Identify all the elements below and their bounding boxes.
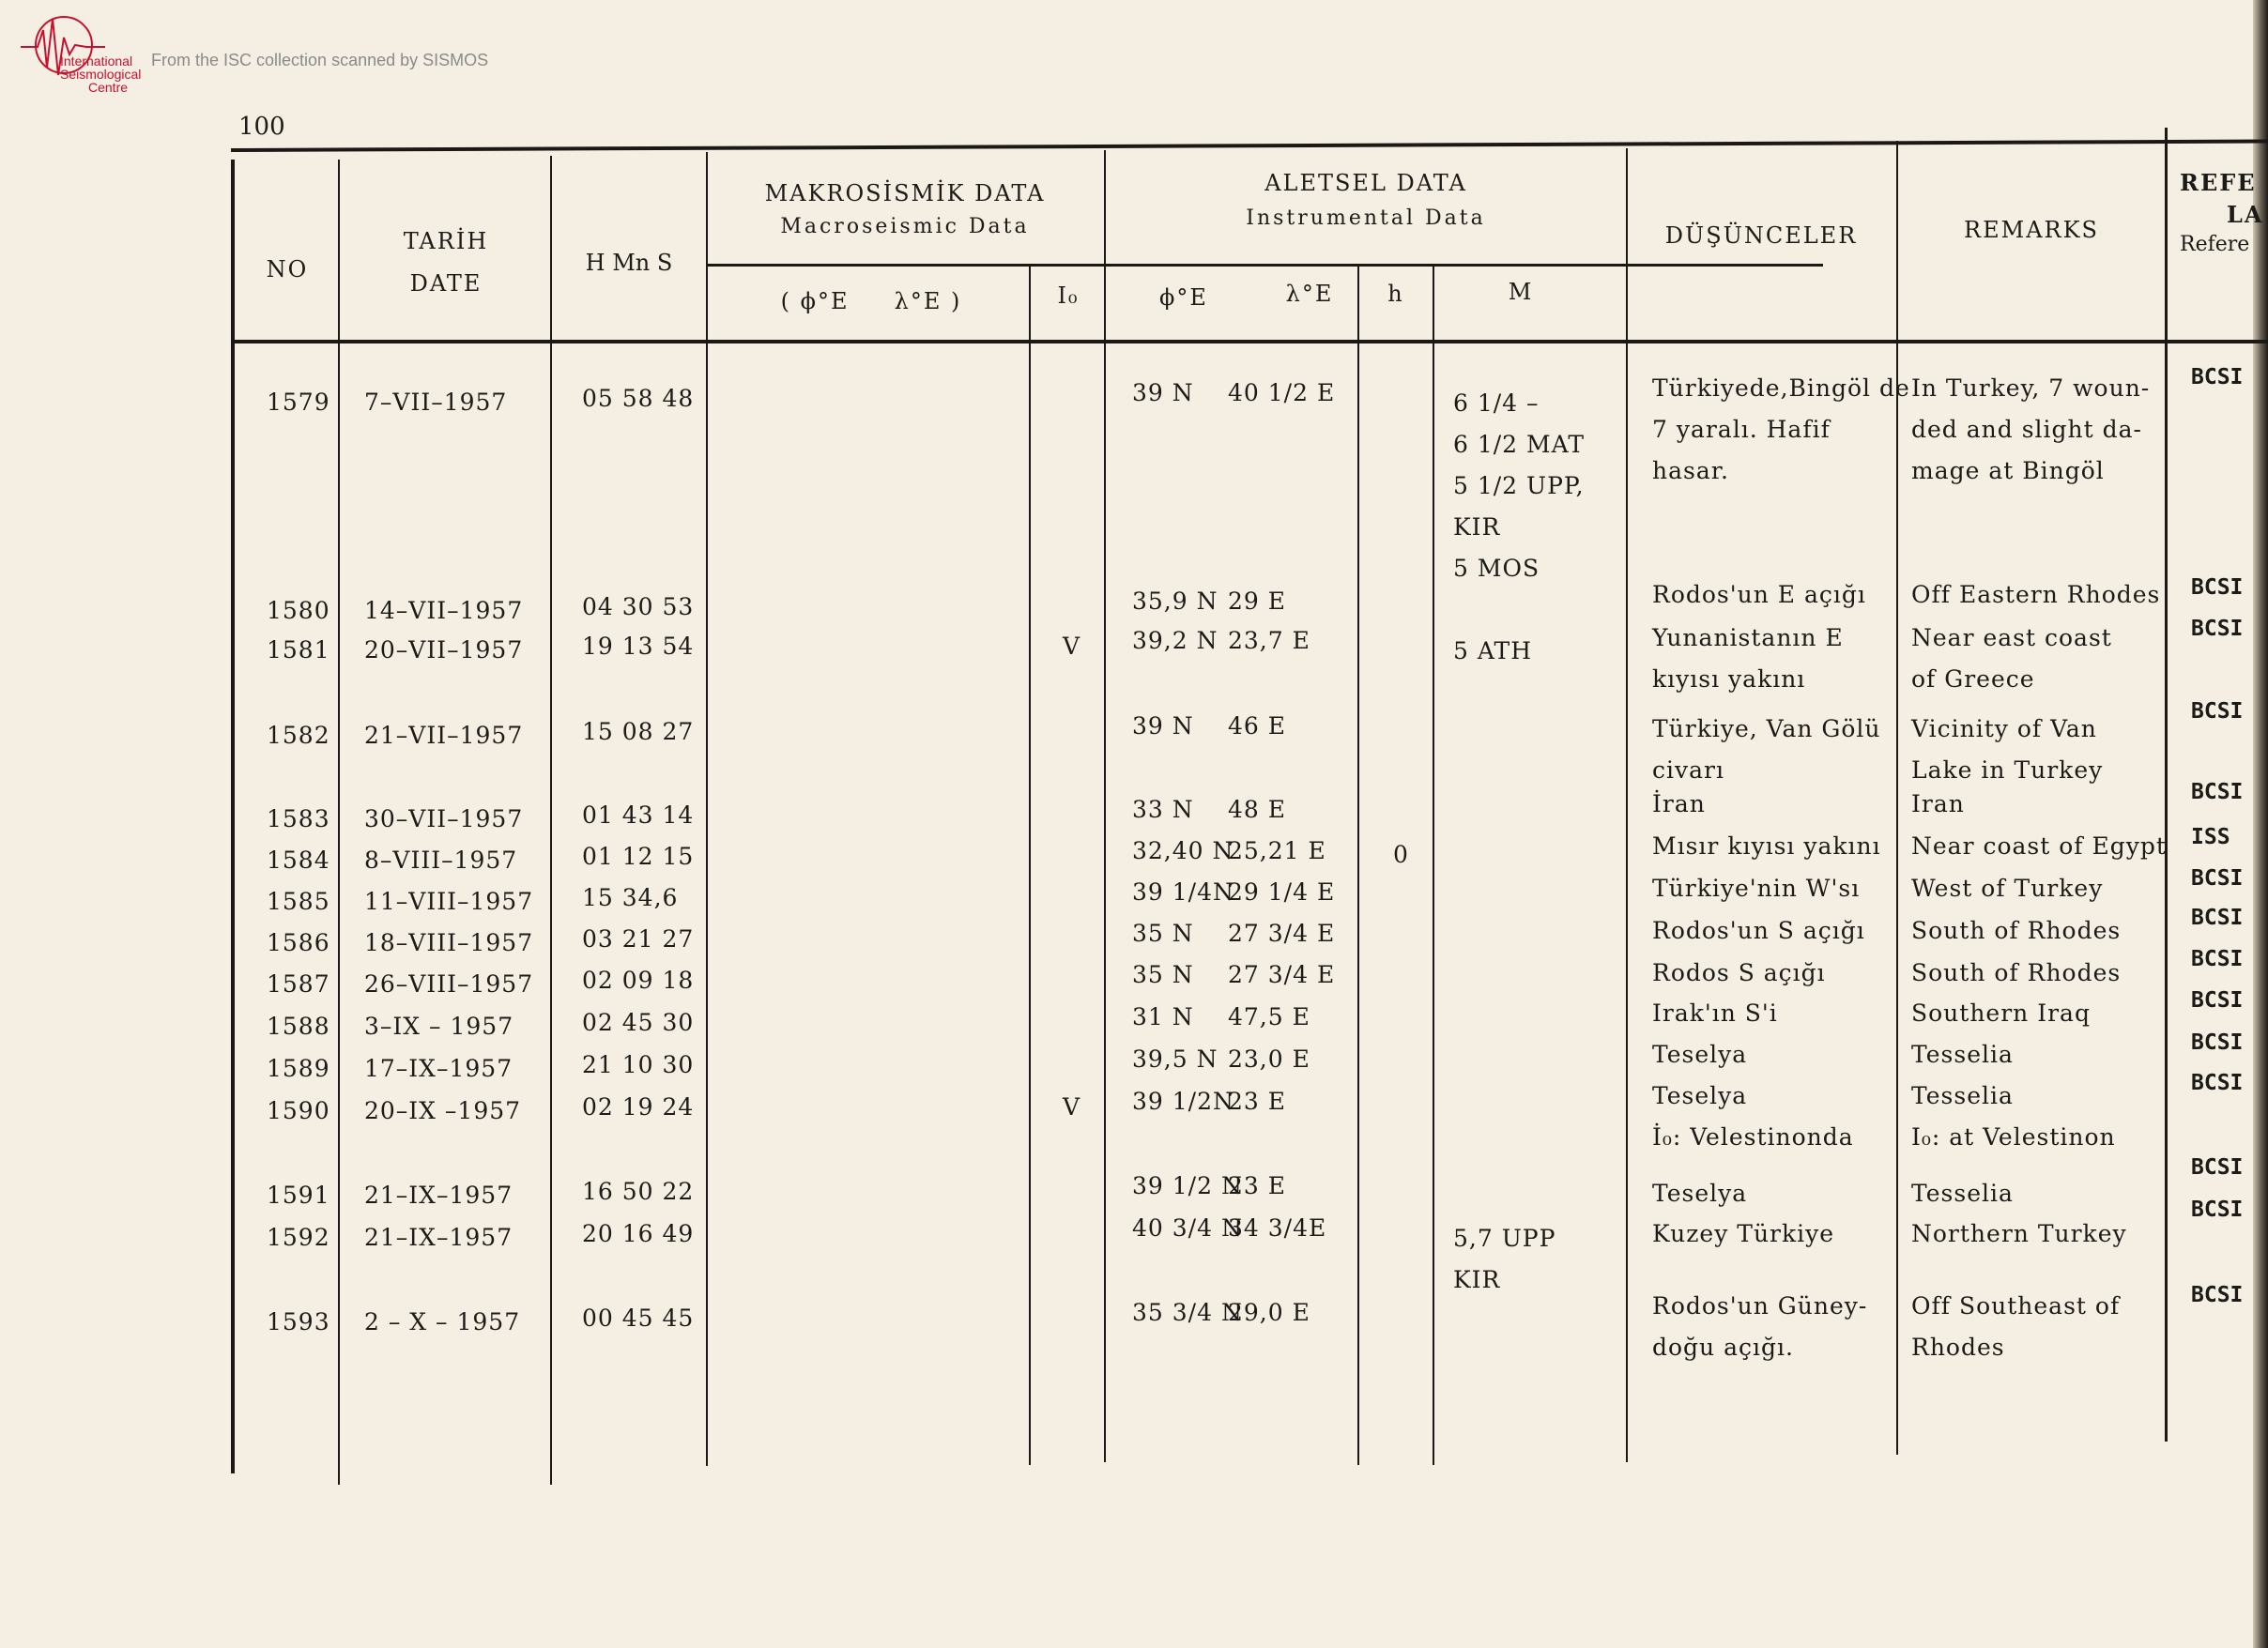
table-row-remarks-line: Tesselia — [1911, 1082, 2014, 1109]
table-row-time: 16 50 22 — [582, 1178, 695, 1205]
table-row-remarks-line: Near east coast — [1911, 624, 2112, 651]
table-row-dusunceler-line: kıyısı yakını — [1652, 665, 1806, 693]
table-row-remarks — [1911, 1076, 2116, 1158]
table-row-time: 01 12 15 — [582, 843, 695, 870]
table-row-io: V — [1063, 1093, 1081, 1121]
page-number: 100 — [238, 113, 285, 141]
table-row-date: 7–VII–1957 — [364, 389, 508, 416]
table-row-remarks — [1911, 368, 2150, 492]
table-row-date: 21–IX–1957 — [364, 1182, 513, 1209]
header-m: M — [1508, 279, 1534, 305]
table-row-date: 8–VIII–1957 — [364, 847, 518, 874]
header-h: h — [1387, 281, 1404, 307]
table-row-date: 11–VIII–1957 — [364, 888, 534, 915]
table-row-lat: 40 3/4 N — [1132, 1214, 1243, 1242]
table-row-remarks — [1911, 618, 2112, 700]
scan-credit: From the ISC collection scanned by SISMOS — [151, 51, 489, 69]
table-row-time: 02 09 18 — [582, 967, 695, 994]
table-row-magnitude — [1453, 631, 1532, 672]
header-makro-tr: MAKROSİSMİK DATA — [764, 180, 1046, 206]
table-row-remarks — [1911, 1213, 2127, 1255]
table-row-dusunceler — [1652, 618, 1844, 700]
table-row-dusunceler — [1652, 784, 1706, 825]
table-row-io: V — [1063, 633, 1081, 660]
table-row-remarks-line: Iran — [1911, 790, 1965, 817]
table-row-lat: 35,9 N — [1132, 587, 1218, 615]
table-row-time: 20 16 49 — [582, 1220, 695, 1247]
table-row-no: 1581 — [267, 636, 330, 664]
table-row-date: 20–VII–1957 — [364, 636, 524, 664]
table-row-remarks-line: Tesselia — [1911, 1180, 2014, 1207]
header-dusunceler: DÜŞÜNCELER — [1664, 222, 1858, 249]
col-rule-h — [1433, 264, 1434, 1465]
table-row-lat: 39,2 N — [1132, 627, 1218, 654]
table-row-no: 1582 — [267, 722, 330, 749]
table-row-dusunceler — [1652, 368, 1910, 492]
table-row-dusunceler — [1652, 1173, 1747, 1214]
table-row-ref: BCSI — [2191, 617, 2244, 641]
table-row-magnitude-line: KIR — [1453, 1266, 1501, 1293]
table-row-remarks-line: Rhodes — [1911, 1334, 2005, 1361]
table-row-dusunceler-line: Teselya — [1652, 1041, 1748, 1068]
col-rule-io — [1104, 150, 1106, 1462]
table-row-no: 1585 — [267, 888, 330, 915]
table-row-dusunceler-line: Yunanistanın E — [1652, 624, 1844, 651]
table-row-remarks-line: mage at Bingöl — [1911, 457, 2105, 484]
table-row-ref: BCSI — [2191, 988, 2244, 1013]
col-rule-left — [231, 160, 235, 1473]
table-row-no: 1589 — [267, 1055, 330, 1082]
table-row-remarks — [1911, 574, 2160, 616]
table-row-dusunceler-line: hasar. — [1652, 457, 1729, 484]
table-row-lon: 48 E — [1228, 796, 1287, 823]
table-row-lon: 47,5 E — [1228, 1003, 1310, 1030]
table-row-date: 18–VIII–1957 — [364, 929, 534, 956]
header-bottom-rule — [233, 340, 2268, 343]
table-row-dusunceler-line: Rodos'un Güney- — [1652, 1292, 1868, 1320]
table-row-no: 1580 — [267, 597, 330, 624]
table-row-dusunceler-line: Rodos'un S açığı — [1652, 917, 1865, 944]
table-row-dusunceler — [1652, 993, 1778, 1034]
table-row-dusunceler-line: İran — [1652, 790, 1706, 817]
table-row-time: 21 10 30 — [582, 1051, 695, 1078]
table-row-remarks — [1911, 1173, 2014, 1214]
table-row-remarks-line: Off Eastern Rhodes — [1911, 581, 2161, 608]
table-row-remarks — [1911, 868, 2103, 909]
col-rule-lon — [1357, 264, 1359, 1465]
table-row-date: 30–VII–1957 — [364, 805, 524, 832]
table-row-ref: BCSI — [2191, 365, 2244, 389]
table-row-remarks — [1911, 993, 2091, 1034]
header-tarih: TARİH — [403, 228, 489, 254]
table-row-remarks — [1911, 784, 1965, 825]
header-makro-en: Macroseismic Data — [780, 215, 1030, 238]
table-row-remarks-line: Southern Iraq — [1911, 999, 2091, 1027]
table-row-no: 1587 — [267, 970, 330, 998]
table-row-magnitude-line: 5 ATH — [1453, 637, 1533, 664]
header-aletsel-tr: ALETSEL DATA — [1264, 170, 1467, 196]
table-row-no: 1591 — [267, 1182, 330, 1209]
table-row-lat: 32,40 N — [1132, 837, 1234, 864]
table-row-lon: 46 E — [1228, 712, 1287, 740]
table-row-lon: 34 3/4E — [1228, 1214, 1327, 1242]
header-makro-coords: ( ϕ°E λ°E ) — [780, 288, 962, 314]
table-row-dusunceler-line: Türkiyede,Bingöl de — [1652, 374, 1910, 402]
table-row-date: 21–IX–1957 — [364, 1224, 513, 1251]
table-row-magnitude-line: 6 1/4 – — [1453, 389, 1540, 417]
table-row-no: 1593 — [267, 1308, 330, 1335]
table-row-dusunceler — [1652, 1076, 1854, 1158]
header-date: DATE — [409, 270, 483, 297]
table-row-remarks-line: South of Rhodes — [1911, 917, 2122, 944]
col-rule-dusunceler — [1896, 141, 1898, 1455]
table-row-lon: 29,0 E — [1228, 1299, 1310, 1326]
table-row-lon: 27 3/4 E — [1228, 920, 1336, 947]
logo-line-1: International — [60, 53, 133, 69]
table-row-dusunceler — [1652, 1286, 1867, 1368]
col-rule-remarks — [2165, 128, 2168, 1442]
table-row-lat: 39 1/2N — [1132, 1088, 1234, 1115]
table-row-lon: 23 E — [1228, 1088, 1287, 1115]
table-row-dusunceler-line: Rodos S açığı — [1652, 959, 1826, 986]
table-row-dusunceler-line: doğu açığı. — [1652, 1334, 1794, 1361]
header-ref-3: Refere — [2180, 233, 2250, 256]
table-row-time: 04 30 53 — [582, 593, 695, 620]
table-row-magnitude-line: 6 1/2 MAT — [1453, 431, 1585, 458]
col-rule-time — [706, 152, 708, 1466]
table-row-dusunceler-line: 7 yaralı. Hafif — [1652, 416, 1831, 443]
header-ref-2: LA — [2227, 201, 2264, 228]
table-row-remarks-line: Off Southeast of — [1911, 1292, 2121, 1320]
table-row-remarks-line: West of Turkey — [1911, 875, 2104, 902]
logo-line-3: Centre — [88, 80, 129, 95]
table-row-remarks — [1911, 910, 2121, 952]
table-row-dusunceler-line: Teselya — [1652, 1180, 1748, 1207]
table-row-dusunceler — [1652, 709, 1881, 791]
table-row-remarks — [1911, 709, 2103, 791]
header-hmns: H Mn S — [585, 250, 673, 276]
logo-line-2: Seismological — [60, 67, 142, 82]
table-row-lat: 31 N — [1132, 1003, 1194, 1030]
table-row-lat: 35 N — [1132, 920, 1194, 947]
col-rule-makro-coords — [1029, 264, 1031, 1465]
table-row-dusunceler — [1652, 910, 1865, 952]
table-row-time: 03 21 27 — [582, 925, 695, 953]
table-row-date: 26–VIII–1957 — [364, 970, 534, 998]
table-row-ref: BCSI — [2191, 1198, 2244, 1222]
table-row-remarks — [1911, 953, 2121, 994]
table-row-no: 1586 — [267, 929, 330, 956]
table-row-magnitude — [1453, 383, 1585, 589]
table-row-ref: BCSI — [2191, 699, 2244, 724]
table-row-date: 17–IX–1957 — [364, 1055, 513, 1082]
table-row-dusunceler-line: Mısır kıyısı yakını — [1652, 832, 1881, 860]
table-row-lon: 29 E — [1228, 587, 1287, 615]
table-row-lon: 40 1/2 E — [1228, 379, 1336, 406]
table-row-remarks-line: South of Rhodes — [1911, 959, 2122, 986]
table-row-date: 2 – X – 1957 — [364, 1308, 521, 1335]
table-row-remarks-line: Near coast of Egypt — [1911, 832, 2167, 860]
table-row-lat: 35 3/4 N — [1132, 1299, 1243, 1326]
table-row-dusunceler-line: Irak'ın S'i — [1652, 999, 1778, 1027]
table-row-time: 15 08 27 — [582, 718, 695, 745]
table-row-date: 3–IX – 1957 — [364, 1013, 514, 1040]
table-row-no: 1583 — [267, 805, 330, 832]
header-aletsel-en: Instrumental Data — [1246, 206, 1486, 230]
table-row-remarks-line: Vicinity of Van — [1911, 715, 2097, 742]
table-row-ref: BCSI — [2191, 575, 2244, 600]
table-row-ref: BCSI — [2191, 1155, 2244, 1180]
table-row-dusunceler — [1652, 574, 1866, 616]
table-row-dusunceler-line: Türkiye, Van Gölü — [1652, 715, 1881, 742]
table-row-ref: BCSI — [2191, 906, 2244, 930]
col-rule-m — [1626, 148, 1628, 1462]
table-row-dusunceler — [1652, 1034, 1747, 1076]
table-row-lat: 33 N — [1132, 796, 1194, 823]
table-row-date: 20–IX –1957 — [364, 1097, 522, 1124]
table-row-lat: 39 1/2 N — [1132, 1172, 1243, 1199]
table-row-lat: 39 N — [1132, 712, 1194, 740]
table-row-magnitude-line: KIR — [1453, 513, 1501, 541]
header-ref-1: REFE — [2180, 169, 2257, 196]
header-remarks: REMARKS — [1964, 217, 2099, 243]
table-row-dusunceler-line: Türkiye'nin W'sı — [1652, 875, 1861, 902]
table-row-ref: BCSI — [2191, 866, 2244, 891]
table-row-time: 02 19 24 — [582, 1093, 695, 1121]
table-row-remarks-line: Lake in Turkey — [1911, 756, 2104, 784]
subheader-rule — [706, 264, 1823, 267]
table-row-lat: 39 1/4N — [1132, 878, 1234, 906]
table-row-ref: BCSI — [2191, 780, 2244, 804]
table-row-time: 01 43 14 — [582, 801, 695, 829]
table-row-remarks — [1911, 1034, 2014, 1076]
table-row-dusunceler-line: civarı — [1652, 756, 1724, 784]
table-row-remarks-line: Tesselia — [1911, 1041, 2014, 1068]
table-row-dusunceler — [1652, 868, 1860, 909]
table-row-magnitude-line: 5,7 UPP — [1453, 1225, 1556, 1252]
table-row-lon: 25,21 E — [1228, 837, 1326, 864]
table-row-dusunceler — [1652, 953, 1826, 994]
table-row-ref: BCSI — [2191, 947, 2244, 971]
header-phi: ϕ°E — [1159, 284, 1208, 311]
table-row-time: 19 13 54 — [582, 633, 695, 660]
table-row-remarks-line: In Turkey, 7 woun- — [1911, 374, 2151, 402]
table-row-no: 1584 — [267, 847, 330, 874]
table-row-dusunceler-line: Teselya — [1652, 1082, 1748, 1109]
table-row-lon: 27 3/4 E — [1228, 961, 1336, 988]
table-top-rule — [231, 140, 2268, 152]
table-row-ref: BCSI — [2191, 1283, 2244, 1307]
table-row-no: 1590 — [267, 1097, 330, 1124]
table-row-no: 1588 — [267, 1013, 330, 1040]
table-row-dusunceler — [1652, 826, 1881, 867]
table-row-dusunceler-line: Kuzey Türkiye — [1652, 1220, 1835, 1247]
table-row-time: 15 34,6 — [582, 884, 679, 911]
col-rule-date — [550, 156, 552, 1485]
table-row-magnitude — [1453, 1218, 1555, 1301]
table-row-ref: BCSI — [2191, 1030, 2244, 1055]
table-row-h: 0 — [1393, 841, 1409, 868]
table-row-lat: 39 N — [1132, 379, 1194, 406]
table-row-lat: 35 N — [1132, 961, 1194, 988]
table-row-lon: 29 1/4 E — [1228, 878, 1336, 906]
table-row-ref: BCSI — [2191, 1071, 2244, 1095]
table-row-time: 02 45 30 — [582, 1009, 695, 1036]
table-row-date: 21–VII–1957 — [364, 722, 524, 749]
table-row-date: 14–VII–1957 — [364, 597, 524, 624]
table-row-remarks-line: Northern Turkey — [1911, 1220, 2127, 1247]
col-rule-no — [338, 160, 340, 1485]
table-row-dusunceler-line: Rodos'un E açığı — [1652, 581, 1866, 608]
header-io: I₀ — [1057, 282, 1080, 309]
table-row-ref: ISS — [2191, 825, 2230, 849]
table-row-no: 1579 — [267, 389, 330, 416]
table-row-lon: 23,7 E — [1228, 627, 1310, 654]
header-no: NO — [266, 256, 309, 282]
table-row-remarks-line: ded and slight da- — [1911, 416, 2142, 443]
table-row-time: 00 45 45 — [582, 1305, 695, 1332]
table-row-no: 1592 — [267, 1224, 330, 1251]
header-lambda: λ°E — [1285, 281, 1334, 307]
table-row-lat: 39,5 N — [1132, 1045, 1218, 1073]
table-row-remarks-line: of Greece — [1911, 665, 2035, 693]
table-row-remarks-line: I₀: at Velestinon — [1911, 1123, 2116, 1151]
table-row-magnitude-line: 5 MOS — [1453, 555, 1540, 582]
table-row-remarks — [1911, 826, 2167, 867]
table-row-lon: 23,0 E — [1228, 1045, 1310, 1073]
table-row-magnitude-line: 5 1/2 UPP, — [1453, 472, 1585, 499]
table-row-remarks — [1911, 1286, 2120, 1368]
table-row-dusunceler-line: İ₀: Velestinonda — [1652, 1123, 1854, 1151]
table-row-time: 05 58 48 — [582, 385, 695, 412]
table-row-lon: 23 E — [1228, 1172, 1287, 1199]
table-row-dusunceler — [1652, 1213, 1834, 1255]
